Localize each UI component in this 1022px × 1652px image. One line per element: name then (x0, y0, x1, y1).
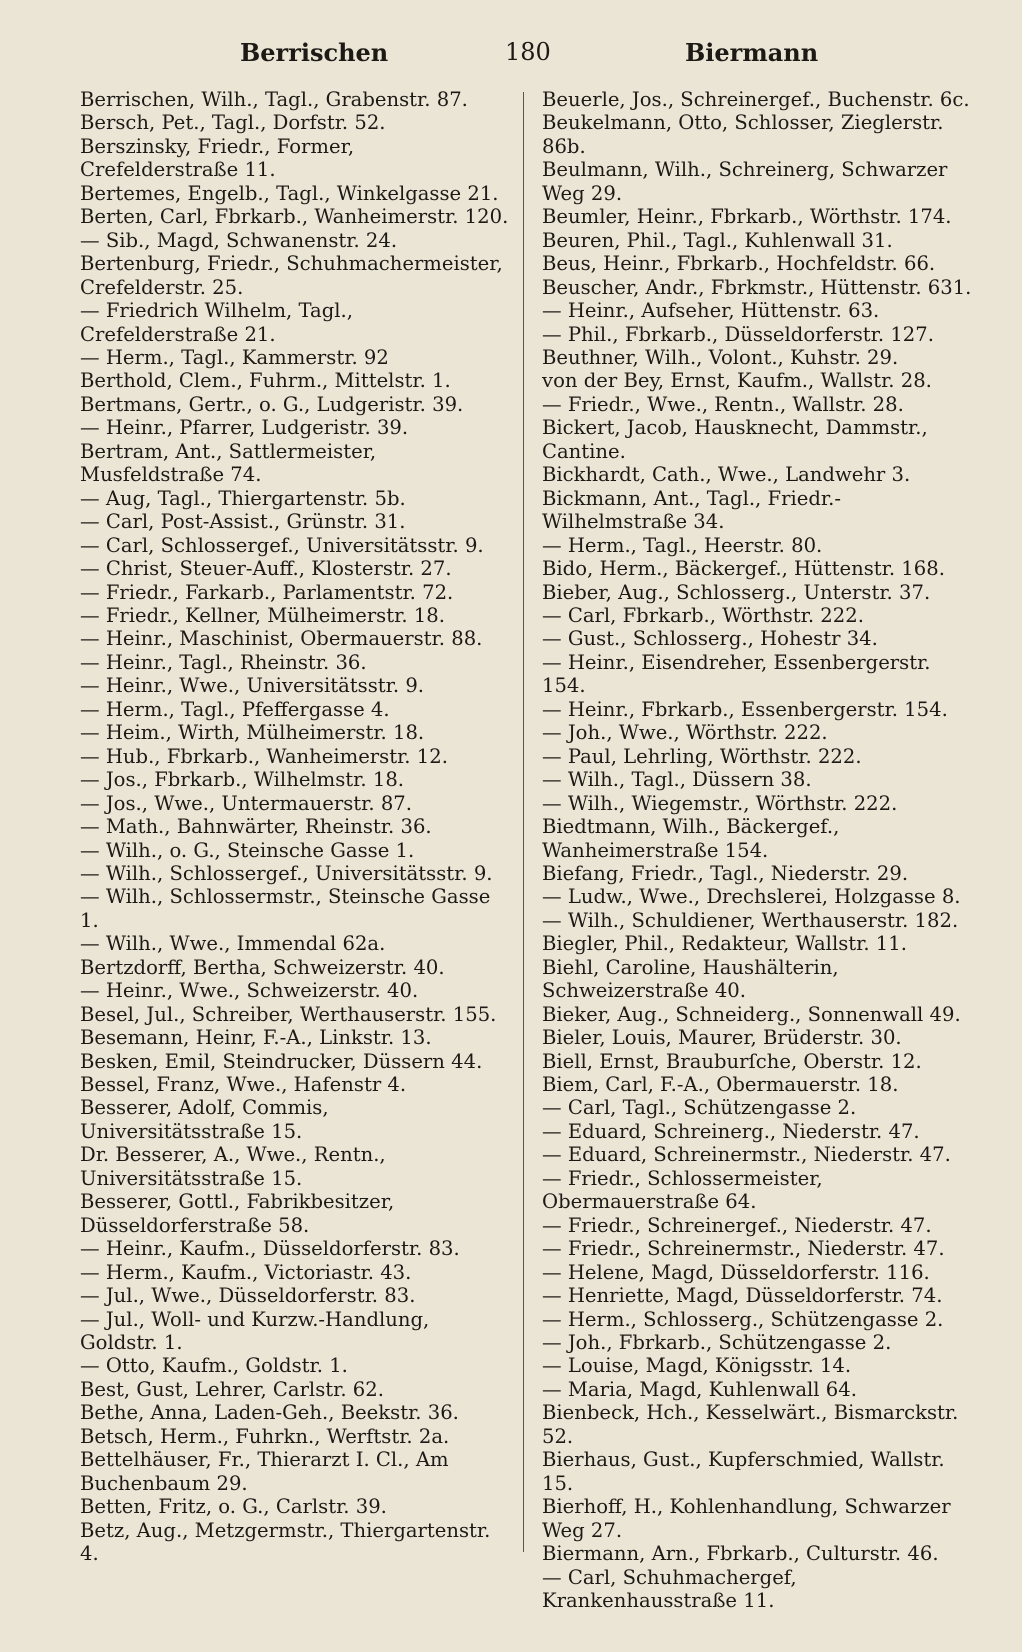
directory-entry: Beulmann, Wilh., Schreinerg, Schwarzer Weg 29. (542, 158, 948, 205)
page-number: 180 (505, 38, 551, 66)
directory-entry: — Wilh., Schlossergef., Universitätsstr. 9. (80, 861, 493, 885)
directory-entry: — Heinr., Kaufm., Düsseldorferstr. 83. (80, 1237, 460, 1261)
directory-entry: Besken, Emil, Steindrucker, Düssern 44. (80, 1049, 483, 1073)
directory-entry: Betsch, Herm., Fuhrkn., Werftstr. 2a. (80, 1424, 450, 1448)
directory-entry: — Henriette, Magd, Düsseldorferstr. 74. (542, 1284, 943, 1308)
directory-entry: Besemann, Heinr, F.-A., Linkstr. 13. (80, 1026, 432, 1050)
directory-entry: Beuerle, Jos., Schreinergef., Buchenstr. 6c. (542, 88, 970, 111)
directory-entry: Betten, Fritz, o. G., Carlstr. 39. (80, 1495, 387, 1519)
directory-entry: Best, Gust, Lehrer, Carlstr. 62. (80, 1377, 384, 1401)
directory-entry: Dr. Besserer, A., Wwe., Rentn., Universitätsstraße 15. (80, 1143, 386, 1190)
directory-entry: — Heinr., Wwe., Universitätsstr. 9. (80, 674, 425, 698)
directory-entry: — Herm., Schlosserg., Schützengasse 2. (542, 1307, 944, 1331)
directory-entry: — Wilh., Wwe., Immendal 62a. (80, 932, 386, 956)
left-column (80, 88, 510, 1566)
page-header (80, 38, 819, 72)
directory-entry: Biehl, Caroline, Haushälterin, Schweizerstraße 40. (542, 955, 839, 1003)
directory-entry: — Hub., Fbrkarb., Wanheimerstr. 12. (80, 744, 448, 768)
directory-entry: Bertemes, Engelb., Tagl., Winkelgasse 21. (80, 181, 499, 205)
directory-entry: — Carl, Fbrkarb., Wörthstr. 222. (542, 603, 864, 627)
directory-entry: Beus, Heinr., Fbrkarb., Hochfeldstr. 66. (542, 252, 936, 276)
directory-entry: Bido, Herm., Bäckergef., Hüttenstr. 168. (542, 557, 945, 581)
directory-entry: — Friedr., Schreinergef., Niederstr. 47. (542, 1213, 932, 1237)
directory-entry: — Jos., Wwe., Untermauerstr. 87. (80, 791, 412, 815)
directory-entry: Besel, Jul., Schreiber, Werthauserstr. 155. (80, 1002, 497, 1026)
directory-entry: — Heinr., Maschinist, Obermauerstr. 88. (80, 627, 483, 651)
directory-entry: — Wilh., Tagl., Düssern 38. (542, 768, 812, 792)
directory-entry: Beuthner, Wilh., Volont., Kuhstr. 29. (542, 345, 899, 369)
directory-entry: Bersch, Pet., Tagl., Dorfstr. 52. (80, 111, 386, 135)
directory-entry: — Heinr., Fbrkarb., Essenbergerstr. 154. (542, 697, 948, 721)
directory-entry: Biefang, Friedr., Tagl., Niederstr. 29. (542, 861, 909, 885)
directory-entry: — Sib., Magd, Schwanenstr. 24. (80, 228, 398, 252)
directory-entry: — Gust., Schlosserg., Hohestr 34. (542, 627, 878, 651)
directory-entry: Beukelmann, Otto, Schlosser, Zieglerstr. 86b. (542, 111, 944, 158)
directory-entry: Bieber, Aug., Schlosserg., Unterstr. 37. (542, 580, 931, 604)
directory-entry: — Carl, Schuhmachergef, Krankenhausstraße 11. (542, 1565, 797, 1612)
directory-entry: Bettelhäuser, Fr., Thierarzt I. Cl., Am Buchenbaum 29. (80, 1448, 449, 1495)
directory-entry: — Christ, Steuer-Auff., Klosterstr. 27. (80, 557, 452, 581)
directory-entry: — Otto, Kaufm., Goldstr. 1. (80, 1354, 348, 1378)
directory-entry: Berszinsky, Friedr., Former, Crefelderstraße 11. (80, 134, 355, 182)
directory-entry: — Helene, Magd, Düsseldorferstr. 116. (542, 1260, 930, 1284)
directory-entry: — Heinr., Aufseher, Hüttenstr. 63. (542, 299, 880, 323)
directory-entry: — Aug, Tagl., Thiergartenstr. 5b. (80, 486, 406, 510)
directory-entry: — Louise, Magd, Königsstr. 14. (542, 1354, 852, 1378)
directory-entry: — Heim., Wirth, Mülheimerstr. 18. (80, 721, 425, 745)
directory-entry: — Joh., Wwe., Wörthstr. 222. (542, 721, 828, 745)
directory-entry: — Carl, Schlossergef., Universitätsstr. 9. (80, 533, 484, 557)
directory-entry: Bethe, Anna, Laden-Geh., Beekstr. 36. (80, 1401, 459, 1425)
directory-entry: — Friedr., Schlossermeister, Obermauerstraße 64. (542, 1166, 823, 1214)
directory-entry: — Heinr., Eisendreher, Essenbergerstr. 154. (542, 650, 931, 698)
directory-entry: — Friedr., Kellner, Mülheimerstr. 18. (80, 603, 445, 627)
directory-entry: Bickmann, Ant., Tagl., Friedr.-Wilhelmstraße 34. (542, 486, 841, 534)
directory-entry: Berten, Carl, Fbrkarb., Wanheimerstr. 120. (80, 205, 509, 229)
directory-entry: Bieker, Aug., Schneiderg., Sonnenwall 49. (542, 1002, 961, 1026)
directory-entry: Bienbeck, Hch., Kesselwärt., Bismarckstr. 52. (542, 1401, 959, 1448)
header-right-keyword: Biermann (685, 38, 819, 67)
directory-entry: — Friedr., Schreinermstr., Niederstr. 47. (542, 1237, 945, 1261)
directory-entry: Bickert, Jacob, Hausknecht, Dammstr., Cantine. (542, 416, 928, 463)
directory-entry: — Wilh., o. G., Steinsche Gasse 1. (80, 838, 415, 862)
directory-entry: Bertmans, Gertr., o. G., Ludgeristr. 39. (80, 392, 464, 416)
directory-entry: Beumler, Heinr., Fbrkarb., Wörthstr. 174. (542, 205, 952, 229)
directory-entry: Betz, Aug., Metzgermstr., Thiergartenstr. 4. (80, 1518, 491, 1566)
directory-entry: — Friedr., Wwe., Rentn., Wallstr. 28. (542, 392, 904, 416)
directory-entry: — Wilh., Schuldiener, Werthauserstr. 182. (542, 908, 959, 932)
directory-entry: Beuscher, Andr., Fbrkmstr., Hüttenstr. 631. (542, 275, 972, 299)
directory-entry: — Maria, Magd, Kuhlenwall 64. (542, 1377, 857, 1401)
directory-entry: — Heinr., Wwe., Schweizerstr. 40. (80, 979, 419, 1003)
directory-entry: Bertram, Ant., Sattlermeister, Musfeldstraße 74. (80, 439, 377, 487)
directory-entry: Biell, Ernst, Brauburſche, Oberstr. 12. (542, 1049, 922, 1073)
directory-entry: — Herm., Kaufm., Victoriastr. 43. (80, 1260, 412, 1284)
directory-entry: — Herm., Tagl., Heerstr. 80. (542, 533, 823, 557)
directory-entry: — Wilh., Schlossermstr., Steinsche Gasse 1. (80, 885, 491, 932)
directory-entry: Biegler, Phil., Redakteur, Wallstr. 11. (542, 932, 907, 956)
directory-entry: — Jos., Fbrkarb., Wilhelmstr. 18. (80, 768, 405, 792)
directory-entry: Besserer, Adolf, Commis, Universitätsstraße 15. (80, 1096, 329, 1143)
directory-entry: — Jul., Woll- und Kurzw.-Handlung, Goldstr. 1. (80, 1307, 430, 1355)
directory-entry: — Eduard, Schreinerg., Niederstr. 47. (542, 1119, 920, 1143)
directory-entry: — Phil., Fbrkarb., Düsseldorferstr. 127. (542, 322, 934, 346)
directory-entry: — Math., Bahnwärter, Rheinstr. 36. (80, 815, 432, 839)
directory-entry: — Herm., Tagl., Pfeffergasse 4. (80, 697, 390, 721)
directory-entry: Bierhaus, Gust., Kupferschmied, Wallstr. 15. (542, 1448, 945, 1495)
right-column (542, 88, 972, 1612)
directory-entry: von der Bey, Ernst, Kaufm., Wallstr. 28. (542, 369, 932, 393)
directory-entry: — Wilh., Wiegemstr., Wörthstr. 222. (542, 791, 898, 815)
directory-entry: — Heinr., Tagl., Rheinstr. 36. (80, 650, 367, 674)
directory-entry: Biermann, Arn., Fbrkarb., Culturstr. 46. (542, 1542, 939, 1566)
column-divider (523, 92, 524, 1552)
directory-entry: — Heinr., Pfarrer, Ludgeristr. 39. (80, 416, 409, 440)
directory-entry: Berrischen, Wilh., Tagl., Grabenstr. 87. (80, 88, 468, 111)
directory-entry: Bickhardt, Cath., Wwe., Landwehr 3. (542, 463, 911, 487)
directory-entry: — Paul, Lehrling, Wörthstr. 222. (542, 744, 862, 768)
directory-entry: — Friedr., Farkarb., Parlamentstr. 72. (80, 580, 454, 604)
directory-entry: Berthold, Clem., Fuhrm., Mittelstr. 1. (80, 369, 451, 393)
directory-entry: Bertenburg, Friedr., Schuhmachermeister, Crefelderstr. 25. (80, 252, 503, 299)
directory-entry: Biedtmann, Wilh., Bäckergef., Wanheimerstraße 154. (542, 815, 840, 862)
directory-entry: — Joh., Fbrkarb., Schützengasse 2. (542, 1331, 892, 1355)
directory-entry: — Friedrich Wilhelm, Tagl., Crefelderstraße 21. (80, 299, 353, 346)
directory-entry: — Herm., Tagl., Kammerstr. 92 (80, 345, 389, 369)
directory-entry: Beuren, Phil., Tagl., Kuhlenwall 31. (542, 228, 893, 252)
directory-entry: — Eduard, Schreinermstr., Niederstr. 47. (542, 1143, 951, 1167)
directory-entry: — Ludw., Wwe., Drechslerei, Holzgasse 8. (542, 885, 961, 909)
header-left-keyword: Berrischen (240, 38, 389, 67)
directory-entry: — Carl, Tagl., Schützengasse 2. (542, 1096, 857, 1120)
directory-entry: — Carl, Post-Assist., Grünstr. 31. (80, 510, 406, 534)
directory-entry: Bierhoff, H., Kohlenhandlung, Schwarzer Weg 27. (542, 1495, 951, 1542)
directory-entry: Biem, Carl, F.-A., Obermauerstr. 18. (542, 1073, 899, 1097)
directory-entry: — Jul., Wwe., Düsseldorferstr. 83. (80, 1284, 416, 1308)
directory-entry: Bessel, Franz, Wwe., Hafenstr 4. (80, 1073, 407, 1097)
directory-entry: Bertzdorff, Bertha, Schweizerstr. 40. (80, 955, 445, 979)
directory-entry: Besserer, Gottl., Fabrikbesitzer, Düsseldorferstraße 58. (80, 1190, 395, 1237)
directory-entry: Bieler, Louis, Maurer, Brüderstr. 30. (542, 1026, 902, 1050)
